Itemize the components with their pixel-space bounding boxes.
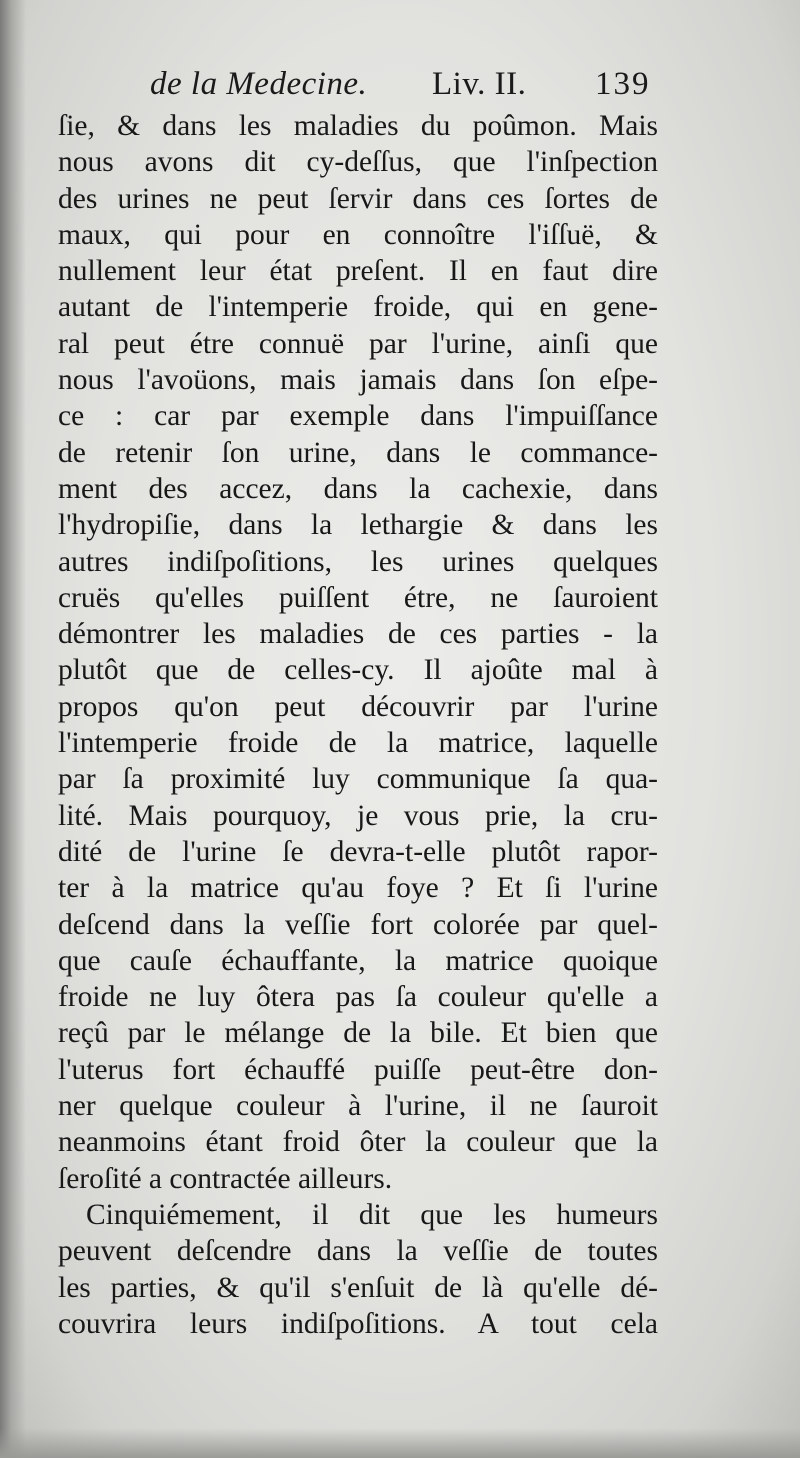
text-line: autant de l'intemperie froide, qui en gene-: [58, 291, 658, 324]
text-line: lité. Mais pourquoy, je vous prie, la cru-: [58, 799, 658, 832]
body-text: [58, 108, 658, 1342]
text-line: propos qu'on peut découvrir par l'urine: [58, 690, 658, 723]
text-line: l'intemperie froide de la matrice, laquelle: [58, 727, 658, 760]
text-line: couvrira leurs indiſpoſitions. A tout cela: [58, 1307, 658, 1340]
text-line: de retenir ſon urine, dans le commance-: [58, 436, 658, 469]
text-line: démontrer les maladies de ces parties - la: [58, 618, 658, 651]
page-bottom-shadow: [0, 1428, 800, 1458]
text-line: ter à la matrice qu'au foye ? Et ſi l'urine: [58, 872, 658, 905]
page-gutter-shadow: [0, 0, 26, 1458]
text-line: par ſa proximité luy communique ſa qua-: [58, 763, 658, 796]
text-line: maux, qui pour en connoître l'iſſuë, &: [58, 218, 658, 251]
text-line: ner quelque couleur à l'urine, il ne ſauroit: [58, 1090, 658, 1123]
paragraph-end-line: ſeroſité a contractée ailleurs.: [58, 1162, 393, 1195]
running-head: [150, 66, 660, 106]
text-line: ment des accez, dans la cachexie, dans: [58, 472, 658, 505]
text-line: deſcend dans la veſſie fort colorée par quel-: [58, 908, 658, 941]
paragraph-start-line: Cinquiémement, il dit que les humeurs: [86, 1198, 658, 1231]
page-number: 139: [595, 66, 651, 102]
text-line: nous avons dit cy-deſſus, que l'inſpection: [58, 146, 658, 179]
text-line: froide ne luy ôtera pas ſa couleur qu'elle a: [58, 981, 658, 1014]
text-line: ral peut étre connuë par l'urine, ainſi que: [58, 327, 658, 360]
text-line: nullement leur état preſent. Il en faut dire: [58, 255, 658, 288]
text-line: neanmoins étant froid ôter la couleur que la: [58, 1126, 658, 1159]
text-line: nous l'avoüons, mais jamais dans ſon eſpe-: [58, 364, 658, 397]
text-line: cruës qu'elles puiſſent étre, ne ſauroient: [58, 581, 658, 614]
text-line: ſie, & dans les maladies du poûmon. Mais: [58, 110, 658, 142]
text-line: autres indiſpoſitions, les urines quelques: [58, 545, 658, 578]
running-head-book: Liv. II.: [432, 66, 527, 102]
text-line: plutôt que de celles-cy. Il ajoûte mal à: [58, 654, 658, 687]
text-line: les parties, & qu'il s'enſuit de là qu'elle dé-: [58, 1271, 658, 1304]
text-line: dité de l'urine ſe devra-t-elle plutôt rapor-: [58, 835, 658, 868]
text-line: l'uterus fort échauffé puiſſe peut-être don-: [58, 1053, 658, 1086]
text-line: que cauſe échauffante, la matrice quoique: [58, 944, 658, 977]
text-line: peuvent deſcendre dans la veſſie de toutes: [58, 1235, 658, 1268]
text-line: ce : car par exemple dans l'impuiſſance: [58, 400, 658, 433]
text-line: reçû par le mélange de la bile. Et bien que: [58, 1017, 658, 1050]
text-line: l'hydropiſie, dans la lethargie & dans les: [58, 509, 658, 542]
text-line: des urines ne peut ſervir dans ces ſortes de: [58, 182, 658, 215]
running-head-title: de la Medecine.: [150, 66, 368, 102]
